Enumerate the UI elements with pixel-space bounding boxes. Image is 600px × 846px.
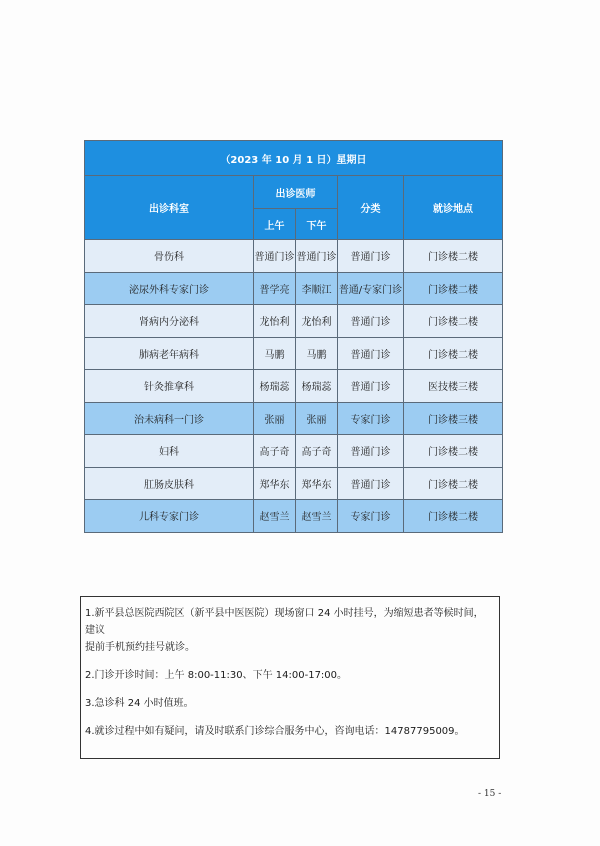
table-row — [85, 500, 503, 533]
cell-morning: 赵雪兰 — [254, 500, 296, 533]
header-category: 分类 — [338, 176, 404, 240]
cell-location: 门诊楼二楼 — [404, 435, 503, 468]
schedule-body — [85, 240, 503, 533]
header-morning: 上午 — [254, 209, 296, 240]
cell-location: 医技楼三楼 — [404, 370, 503, 403]
cell-category: 普通门诊 — [338, 467, 404, 500]
cell-location: 门诊楼二楼 — [404, 500, 503, 533]
notes-box — [80, 596, 500, 759]
cell-category: 普通门诊 — [338, 370, 404, 403]
note-1-line-b: 提前手机预约挂号就诊。 — [85, 642, 195, 653]
cell-location: 门诊楼二楼 — [404, 305, 503, 338]
cell-category: 普通门诊 — [338, 337, 404, 370]
cell-department: 肾病内分泌科 — [85, 305, 254, 338]
header-location: 就诊地点 — [404, 176, 503, 240]
cell-department: 骨伤科 — [85, 240, 254, 273]
cell-location: 门诊楼二楼 — [404, 272, 503, 305]
cell-afternoon: 杨瑞蕊 — [296, 370, 338, 403]
cell-category: 普通门诊 — [338, 435, 404, 468]
table-row — [85, 370, 503, 403]
note-1-line-a: 1.新平县总医院西院区（新平县中医医院）现场窗口 24 小时挂号，为缩短患者等候时间，建议 — [85, 608, 484, 636]
cell-afternoon: 张丽 — [296, 402, 338, 435]
note-3: 3.急诊科 24 小时值班。 — [85, 698, 194, 709]
cell-afternoon: 郑华东 — [296, 467, 338, 500]
table-row — [85, 272, 503, 305]
cell-morning: 普学亮 — [254, 272, 296, 305]
cell-department: 泌尿外科专家门诊 — [85, 272, 254, 305]
cell-morning: 郑华东 — [254, 467, 296, 500]
cell-department: 肛肠皮肤科 — [85, 467, 254, 500]
table-row — [85, 435, 503, 468]
cell-category: 普通/专家门诊 — [338, 272, 404, 305]
table-row — [85, 337, 503, 370]
cell-afternoon: 普通门诊 — [296, 240, 338, 273]
cell-afternoon: 高子奇 — [296, 435, 338, 468]
cell-morning: 张丽 — [254, 402, 296, 435]
cell-morning: 龙怡利 — [254, 305, 296, 338]
cell-location: 门诊楼二楼 — [404, 337, 503, 370]
cell-morning: 高子奇 — [254, 435, 296, 468]
cell-location: 门诊楼三楼 — [404, 402, 503, 435]
table-row — [85, 467, 503, 500]
cell-afternoon: 赵雪兰 — [296, 500, 338, 533]
cell-category: 专家门诊 — [338, 500, 404, 533]
outpatient-schedule-table — [84, 140, 503, 533]
header-department: 出诊科室 — [85, 176, 254, 240]
cell-department: 妇科 — [85, 435, 254, 468]
cell-department: 儿科专家门诊 — [85, 500, 254, 533]
cell-morning: 普通门诊 — [254, 240, 296, 273]
cell-category: 专家门诊 — [338, 402, 404, 435]
schedule-date-title: （2023 年 10 月 1 日）星期日 — [85, 141, 503, 176]
cell-morning: 杨瑞蕊 — [254, 370, 296, 403]
cell-department: 治未病科一门诊 — [85, 402, 254, 435]
cell-department: 肺病老年病科 — [85, 337, 254, 370]
header-doctor: 出诊医师 — [254, 176, 338, 209]
cell-category: 普通门诊 — [338, 240, 404, 273]
cell-location: 门诊楼二楼 — [404, 240, 503, 273]
cell-morning: 马鹏 — [254, 337, 296, 370]
note-1 — [85, 605, 493, 656]
cell-afternoon: 龙怡利 — [296, 305, 338, 338]
cell-afternoon: 马鹏 — [296, 337, 338, 370]
header-afternoon: 下午 — [296, 209, 338, 240]
table-row — [85, 240, 503, 273]
table-row — [85, 305, 503, 338]
cell-location: 门诊楼二楼 — [404, 467, 503, 500]
cell-category: 普通门诊 — [338, 305, 404, 338]
cell-department: 针灸推拿科 — [85, 370, 254, 403]
cell-afternoon: 李顺江 — [296, 272, 338, 305]
table-row — [85, 402, 503, 435]
note-2: 2.门诊开诊时间：上午 8:00-11:30、下午 14:00-17:00。 — [85, 670, 348, 681]
page-number: - 15 - — [478, 789, 502, 799]
note-4: 4.就诊过程中如有疑问，请及时联系门诊综合服务中心，咨询电话：14787795009。 — [85, 726, 465, 737]
